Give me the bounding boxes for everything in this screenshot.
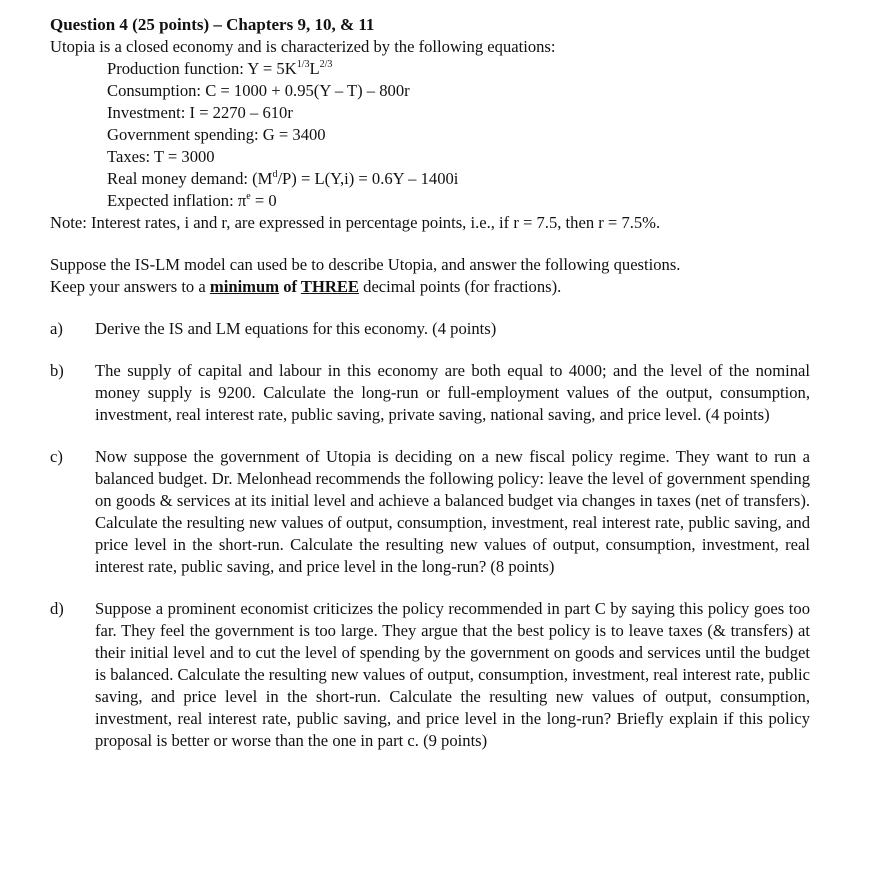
note-text: Note: Interest rates, i and r, are expressed in percentage points, i.e., if r = 7.5, then r = 7.5%. [50,213,661,232]
inflation-superscript: e [246,191,251,202]
expected-inflation-equation [107,190,810,212]
investment-equation: Investment: I = 2270 – 610r [107,103,293,122]
instructions-line-2 [50,276,810,298]
production-l: L [309,59,320,78]
question-c-label: c) [50,447,63,466]
question-a [50,318,810,340]
question-d-label: d) [50,599,64,618]
consumption-equation: Consumption: C = 1000 + 0.95(Y – T) – 800r [107,81,410,100]
taxes-equation: Taxes: T = 3000 [107,147,215,166]
question-b [50,360,810,426]
question-document [50,14,810,752]
production-exponent-k: 1/3 [296,59,310,70]
question-d [50,598,810,752]
production-exponent-l: 2/3 [319,59,333,70]
question-c [50,446,810,578]
inflation-prefix: Expected inflation: π [107,191,247,210]
money-demand-equation [107,168,810,190]
question-a-text: Derive the IS and LM equations for this economy. (4 points) [95,319,497,338]
inflation-suffix: = 0 [250,191,277,210]
instructions-emphasis-minimum: minimum [209,277,280,296]
equation-list [107,58,810,212]
instructions-line-1: Suppose the IS-LM model can used be to describe Utopia, and answer the following questions. [50,255,681,274]
question-b-text: The supply of capital and labour in this economy are both equal to 4000; and the level of the nominal money supply is 9200. Calculate the long-run or full-employment values of the output, consumption, investment, real interest rate, public saving, private saving, national saving, and price level. (4 points) [95,361,810,424]
question-d-text: Suppose a prominent economist criticizes the policy recommended in part C by saying this policy goes too far. They feel the government is too large. They argue that the best policy is to leave taxes (& transfers) at their initial level and to cut the level of spending by the government on goods and services until the budget is balanced. Calculate the resulting new values of output, consumption, investment, real interest rate, public saving, and price level in the short-run. Calculate the resulting new values of output, consumption, investment, real interest rate, public saving, and price level in the long-run? Briefly explain if this policy proposal is better or worse than the one in part c. (9 points) [95,599,810,750]
instructions-suffix: decimal points (for fractions). [359,277,562,296]
money-prefix: Real money demand: (M [107,169,273,188]
question-heading: Question 4 (25 points) – Chapters 9, 10, & 11 [50,15,375,34]
money-suffix: /P) = L(Y,i) = 0.6Y – 1400i [277,169,459,188]
question-c-text: Now suppose the government of Utopia is deciding on a new fiscal policy regime. They want to run a balanced budget. Dr. Melonhead recommends the following policy: leave the level of government spending on goods & services at its initial level and achieve a balanced budget via changes in taxes (net of transfers). Calculate the resulting new values of output, consumption, investment, real interest rate, public saving, and price level in the short-run. Calculate the resulting new values of output, consumption, investment, real interest rate, public saving, and price level in the long-run? (8 points) [95,447,810,576]
production-prefix: Production function: Y = 5K [107,59,297,78]
instructions-prefix: Keep your answers to a [50,277,210,296]
question-b-label: b) [50,361,64,380]
money-demand-superscript: d [272,169,278,180]
government-spending-equation: Government spending: G = 3400 [107,125,326,144]
question-a-label: a) [50,319,63,338]
intro-text: Utopia is a closed economy and is characterized by the following equations: [50,37,556,56]
instructions-mid: of [279,277,301,296]
instructions-emphasis-three: THREE [300,277,359,296]
production-function [107,58,810,80]
